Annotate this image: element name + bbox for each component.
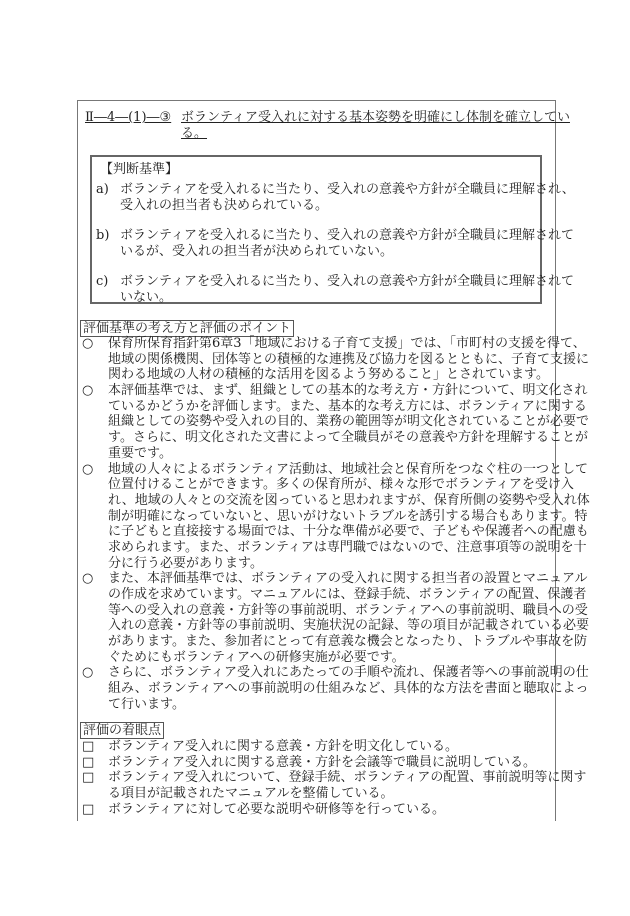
text-line: 受入れの担当者も決められている。 bbox=[120, 197, 329, 213]
point-item bbox=[82, 571, 590, 665]
criteria-label: b) bbox=[96, 228, 110, 243]
section-title-text bbox=[181, 110, 570, 141]
text-line: 分に行う必要があります。 bbox=[108, 555, 263, 571]
section-number: Ⅱ―4―(1)―③ bbox=[85, 110, 172, 125]
circle-bullet-icon: ○ bbox=[82, 383, 94, 399]
circle-bullet-icon: ○ bbox=[82, 336, 94, 351]
text-line: ボランティアを受入れるに当たり、受入れの意義や方針が全職員に理解され、 bbox=[120, 182, 575, 197]
text-line: 重要です。 bbox=[108, 445, 172, 461]
criteria-label: c) bbox=[96, 274, 109, 289]
circle-bullet-icon: ○ bbox=[82, 461, 94, 477]
text-line: いるが、受入れの担当者が決められていない。 bbox=[120, 243, 394, 259]
text-line: また、本評価基準では、ボランティアの受入れに関する担当者の設置とマニュアル bbox=[108, 571, 588, 587]
text-line: す。さらに、明文化された文書によって全職員がその意義や方針を理解することが bbox=[108, 430, 588, 446]
focus-item bbox=[82, 739, 586, 755]
text-line: に子どもと直接接する場面では、十分な準備が必要で、子どもや保護者への配慮も bbox=[108, 524, 589, 540]
text-line: 位置付けることができます。多くの保育所が、様々な形でボランティアを受け入 bbox=[108, 477, 574, 493]
text-line: 保育所保育指針第6章3「地域における子育て支援」では、「市町村の支援を得て、 bbox=[108, 336, 586, 351]
checkbox-icon: □ bbox=[82, 770, 95, 786]
point-item bbox=[82, 462, 590, 572]
text-line: ぐためにもボランティアへの研修実施が必要です。 bbox=[108, 649, 405, 665]
text-line: さらに、ボランティア受入れにあたっての手順や流れ、保護者等への事前説明の仕 bbox=[108, 665, 589, 681]
judgement-criteria-box bbox=[90, 155, 575, 305]
text-line: る。 bbox=[181, 125, 208, 141]
text-line: 地域の人々によるボランティア活動は、地域社会と保育所をつなぐ柱の一つとして bbox=[108, 461, 588, 477]
text-line: る項目が記載されたマニュアルを整備している。 bbox=[108, 786, 394, 802]
criteria-text bbox=[120, 182, 575, 213]
text-line: 地域の関係機関、団体等との積極的な連携及び協力を図るとともに、子育て支援に bbox=[108, 351, 590, 367]
focus-heading: 評価の着眼点 bbox=[80, 722, 164, 739]
point-item bbox=[82, 336, 590, 383]
text-line: て行います。 bbox=[108, 696, 185, 712]
text-line: 組織としての姿勢や受入れの目的、業務の範囲等が明文化されていることが必要で bbox=[108, 414, 590, 430]
text-line: ボランティアを受入れるに当たり、受入れの意義や方針が全職員に理解されて bbox=[120, 274, 574, 289]
text-line: ボランティア受入れに対する基本姿勢を明確にし体制を確立してい bbox=[181, 110, 570, 125]
text-line: ボランティアに対して必要な説明や研修等を行っている。 bbox=[108, 801, 445, 817]
text-line: 制が明確になっていないと、思いがけないトラブルを誘引する場合もあります。特 bbox=[108, 508, 588, 524]
text-line: 入れの意義・方針等の事前説明、実施状況の記録、等の項目が記載されている必要 bbox=[108, 618, 590, 634]
text-line: ているかどうかを評価します。また、基本的な考え方には、ボランティアに関する bbox=[108, 398, 587, 414]
focus-item bbox=[82, 802, 586, 818]
criteria-text bbox=[120, 228, 574, 259]
checkbox-icon: □ bbox=[82, 754, 95, 770]
circle-bullet-icon: ○ bbox=[82, 665, 94, 681]
text-line: れ、地域の人々との交流を図っていると思われますが、保育所側の姿勢や受入れ体 bbox=[108, 492, 590, 508]
text-line: 求められます。また、ボランティアは専門職ではないので、注意事項等の説明を十 bbox=[108, 539, 587, 555]
criteria-text bbox=[120, 274, 574, 305]
text-line: ボランティア受入れに関する意義・方針を明文化している。 bbox=[108, 739, 458, 754]
criteria-label: a) bbox=[96, 182, 109, 197]
focus-item bbox=[82, 755, 586, 771]
point-item bbox=[82, 383, 590, 461]
text-line: ボランティアを受入れるに当たり、受入れの意義や方針が全職員に理解されて bbox=[120, 228, 574, 243]
checkbox-icon: □ bbox=[82, 801, 95, 817]
text-line: の作成を求めています。マニュアルには、登録手続、ボランティアの配置、保護者 bbox=[108, 587, 587, 602]
points-heading: 評価基準の考え方と評価のポイント bbox=[80, 320, 294, 337]
text-line: いない。 bbox=[120, 289, 173, 305]
text-line: 組み、ボランティアへの事前説明の仕組みなど、具体的な方法を書面と聴取によっ bbox=[108, 681, 589, 697]
criteria-heading: 【判断基準】 bbox=[100, 162, 179, 177]
text-line: があります。また、参加者にとって有意義な機会となったり、トラブルや事故を防 bbox=[108, 634, 588, 650]
text-line: 本評価基準では、まず、組織としての基本的な考え方・方針について、明文化され bbox=[108, 383, 588, 399]
circle-bullet-icon: ○ bbox=[82, 571, 94, 587]
checkbox-icon: □ bbox=[82, 739, 95, 754]
points-list bbox=[82, 336, 590, 713]
focus-checklist bbox=[82, 739, 586, 817]
text-line: 等への受入れの意義・方針等の事前説明、ボランティアへの事前説明、職員への受 bbox=[108, 602, 588, 618]
focus-item bbox=[82, 770, 586, 801]
text-line: 関わる地域の人材の積極的な活用を図るよう努めること」とされています。 bbox=[108, 367, 549, 383]
text-line: ボランティア受入れに関する意義・方針を会議等で職員に説明している。 bbox=[108, 754, 536, 770]
point-item bbox=[82, 665, 590, 712]
text-line: ボランティア受入れについて、登録手続、ボランティアの配置、事前説明等に関す bbox=[108, 770, 587, 786]
